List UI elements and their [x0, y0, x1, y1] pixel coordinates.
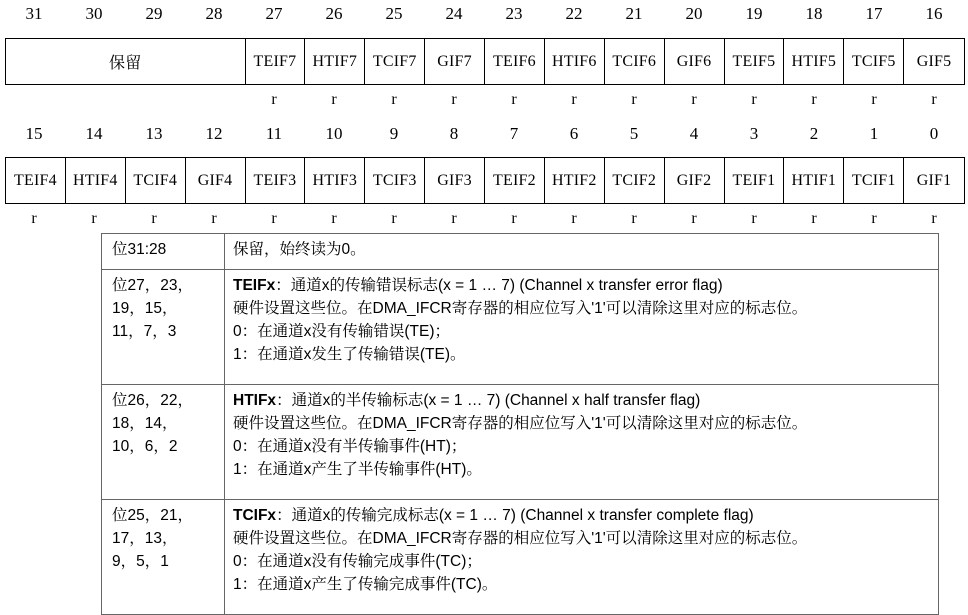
register-field: HTIF3	[305, 158, 365, 203]
access-type: r	[871, 91, 877, 108]
description-line: 保留，始终读为0。	[233, 241, 366, 258]
description-line: 0：在通道x没有传输完成事件(TC)；	[233, 553, 482, 570]
bit-number: 9	[389, 124, 399, 143]
register-field: TCIF4	[126, 158, 186, 203]
bit-range: 位25，21， 17，13， 9，5，1	[102, 500, 225, 615]
register-field: TEIF5	[725, 39, 785, 84]
register-field: TCIF7	[365, 39, 425, 84]
register-field: GIF2	[665, 158, 725, 203]
register-field: GIF6	[665, 39, 725, 84]
bit-description	[225, 385, 939, 500]
access-type: r	[511, 91, 517, 108]
field-title: ：通道x的半传输标志(x = 1 … 7) (Channel x half transfer flag)	[276, 392, 701, 409]
bit-number: 5	[629, 124, 639, 143]
description-line: 1：在通道x产生了传输完成事件(TC)。	[233, 576, 498, 593]
description-line: 1：在通道x产生了半传输事件(HT)。	[233, 461, 482, 478]
bit-range: 位27，23， 19，15， 11，7，3	[102, 270, 225, 385]
field-title: ：通道x的传输错误标志(x = 1 … 7) (Channel x transfer error flag)	[275, 277, 723, 294]
upper-register-row	[5, 38, 965, 85]
bit-range: 位31:28	[102, 234, 225, 270]
bit-number: 30	[85, 4, 103, 23]
description-title	[233, 389, 930, 412]
access-type: r	[691, 210, 697, 227]
access-type: r	[931, 91, 937, 108]
register-field: TCIF3	[365, 158, 425, 203]
register-field: GIF3	[425, 158, 485, 203]
bit-description-table	[101, 233, 939, 615]
access-type: r	[751, 210, 757, 227]
bit-number: 0	[929, 124, 939, 143]
bit-number: 1	[869, 124, 879, 143]
register-field: HTIF6	[545, 39, 605, 84]
access-type: r	[451, 91, 457, 108]
access-type: r	[811, 91, 817, 108]
bit-number: 29	[145, 4, 163, 23]
access-type: r	[451, 210, 457, 227]
bit-number: 4	[689, 124, 699, 143]
register-field: HTIF2	[545, 158, 605, 203]
register-field: GIF7	[425, 39, 485, 84]
access-type: r	[751, 91, 757, 108]
register-field: GIF1	[916, 171, 952, 189]
access-type: r	[511, 210, 517, 227]
bit-number: 15	[25, 124, 43, 143]
access-type: r	[631, 91, 637, 108]
access-type: r	[391, 210, 397, 227]
bit-range: 位26，22， 18，14， 10，6，2	[102, 385, 225, 500]
access-type: r	[151, 210, 157, 227]
bit-number: 7	[509, 124, 519, 143]
bit-number: 25	[385, 4, 403, 23]
bit-number: 17	[865, 4, 883, 23]
access-type: r	[571, 91, 577, 108]
access-type: r	[331, 210, 337, 227]
register-field: HTIF7	[305, 39, 365, 84]
bit-number: 11	[265, 124, 283, 143]
register-field: TCIF6	[605, 39, 665, 84]
description-title	[233, 504, 930, 527]
bit-number: 20	[685, 4, 703, 23]
access-type: r	[331, 91, 337, 108]
table-row	[102, 500, 939, 615]
access-type: r	[871, 210, 877, 227]
access-type: r	[391, 91, 397, 108]
bit-number: 22	[565, 4, 583, 23]
register-field: TCIF2	[605, 158, 665, 203]
field-title: ：通道x的传输完成标志(x = 1 … 7) (Channel x transfer complete flag)	[276, 507, 754, 524]
lower-register-row	[5, 157, 965, 204]
bit-number: 31	[25, 4, 43, 23]
register-field: TCIF5	[844, 39, 904, 84]
bit-number: 19	[745, 4, 763, 23]
description-title	[233, 274, 930, 297]
register-field: TEIF2	[485, 158, 545, 203]
description-line: 硬件设置这些位。在DMA_IFCR寄存器的相应位写入'1'可以清除这里对应的标志位。	[233, 415, 808, 432]
field-name: TEIFx	[233, 277, 276, 294]
table-row	[102, 234, 939, 270]
access-type: r	[31, 210, 37, 227]
register-field: TCIF1	[844, 158, 904, 203]
register-field: GIF5	[916, 52, 952, 70]
access-type: r	[211, 210, 217, 227]
bit-number: 27	[265, 4, 283, 23]
register-field: TEIF6	[485, 39, 545, 84]
description-line: 0：在通道x没有传输错误(TE)；	[233, 323, 451, 340]
field-name: TCIFx	[233, 507, 277, 524]
bit-number: 14	[85, 124, 103, 143]
access-type: r	[271, 91, 277, 108]
bit-number: 21	[625, 4, 643, 23]
register-field: TEIF1	[725, 158, 785, 203]
access-type: r	[691, 91, 697, 108]
reserved-field: 保留	[6, 39, 246, 84]
register-field: HTIF1	[784, 158, 844, 203]
bit-number: 18	[805, 4, 823, 23]
access-type: r	[931, 210, 937, 227]
field-name: HTIFx	[233, 392, 277, 409]
bit-number: 24	[445, 4, 463, 23]
bit-description	[225, 500, 939, 615]
table-row	[102, 270, 939, 385]
bit-number: 10	[325, 124, 343, 143]
bit-number: 16	[925, 4, 943, 23]
register-field: HTIF4	[66, 158, 126, 203]
register-field: TEIF7	[246, 39, 306, 84]
bit-number: 28	[205, 4, 223, 23]
bit-description	[225, 234, 939, 270]
bit-number: 26	[325, 4, 343, 23]
table-row	[102, 385, 939, 500]
description-line: 硬件设置这些位。在DMA_IFCR寄存器的相应位写入'1'可以清除这里对应的标志位。	[233, 530, 808, 547]
access-type: r	[571, 210, 577, 227]
bit-description	[225, 270, 939, 385]
bit-number: 23	[505, 4, 523, 23]
description-line: 0：在通道x没有半传输事件(HT)；	[233, 438, 467, 455]
register-field: TEIF3	[246, 158, 306, 203]
access-type: r	[631, 210, 637, 227]
bit-number: 6	[569, 124, 579, 143]
access-type: r	[811, 210, 817, 227]
register-field: HTIF5	[784, 39, 844, 84]
register-field: TEIF4	[6, 158, 66, 203]
bit-number: 3	[749, 124, 759, 143]
register-field: GIF4	[186, 158, 246, 203]
description-line: 1：在通道x发生了传输错误(TE)。	[233, 346, 466, 363]
bit-number: 2	[809, 124, 819, 143]
bit-number: 12	[205, 124, 223, 143]
access-type: r	[91, 210, 97, 227]
description-line: 硬件设置这些位。在DMA_IFCR寄存器的相应位写入'1'可以清除这里对应的标志位。	[233, 300, 808, 317]
bit-number: 8	[449, 124, 459, 143]
bit-number: 13	[145, 124, 163, 143]
access-type: r	[271, 210, 277, 227]
